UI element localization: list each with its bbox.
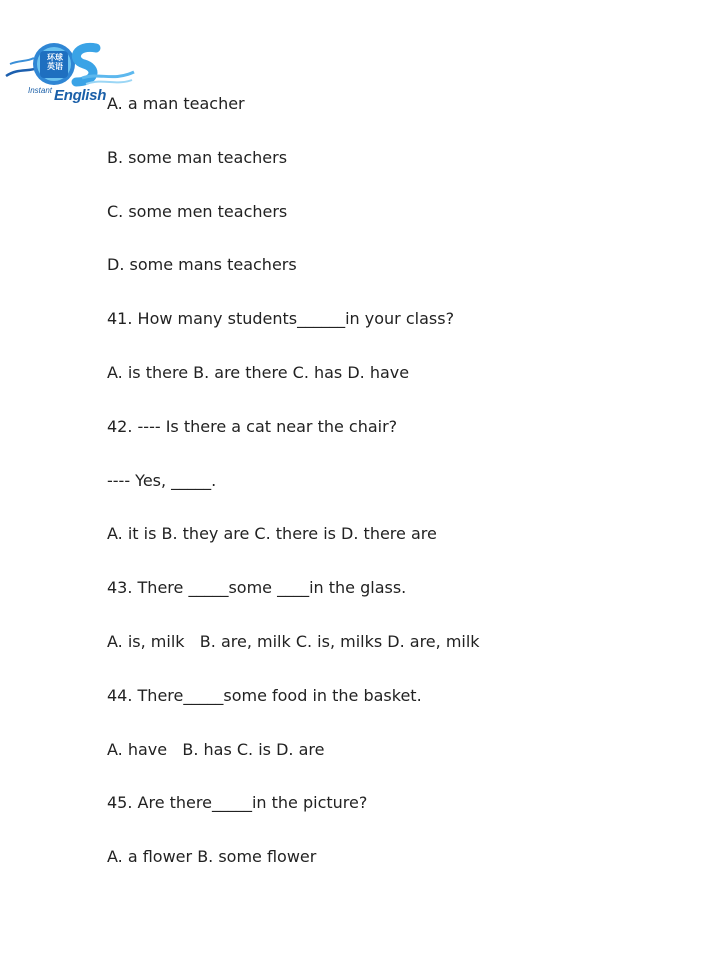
- question-44-options: A. have B. has C. is D. are: [107, 739, 325, 759]
- option-b-line: B. some man teachers: [107, 147, 288, 167]
- question-44: 44. There_____some food in the basket.: [107, 685, 422, 705]
- question-41: 41. How many students______in your class?: [107, 309, 455, 329]
- question-43-options: A. is, milk B. are, milk C. is, milks D. are, milk: [107, 631, 480, 651]
- option-a-line: A. a man teacher: [107, 94, 245, 113]
- question-42: 42. ---- Is there a cat near the chair?: [107, 416, 398, 436]
- option-d-line: D. some mans teachers: [107, 255, 297, 275]
- question-43: 43. There _____some ____in the glass.: [107, 578, 407, 598]
- logo-instant-text: Instant: [28, 86, 53, 95]
- option-c-line: C. some men teachers: [107, 201, 288, 221]
- question-45: 45. Are there_____in the picture?: [107, 793, 368, 813]
- logo-english-text: English: [54, 87, 107, 104]
- question-42-answer-line: ---- Yes, _____.: [107, 470, 217, 490]
- worksheet-content: [107, 91, 687, 898]
- question-45-options: A. a flower B. some flower: [107, 847, 317, 867]
- logo-chinese-text: 环球 英语: [47, 53, 63, 71]
- question-41-options: A. is there B. are there C. has D. have: [107, 362, 410, 382]
- question-42-options: A. it is B. they are C. there is D. there are: [107, 524, 437, 544]
